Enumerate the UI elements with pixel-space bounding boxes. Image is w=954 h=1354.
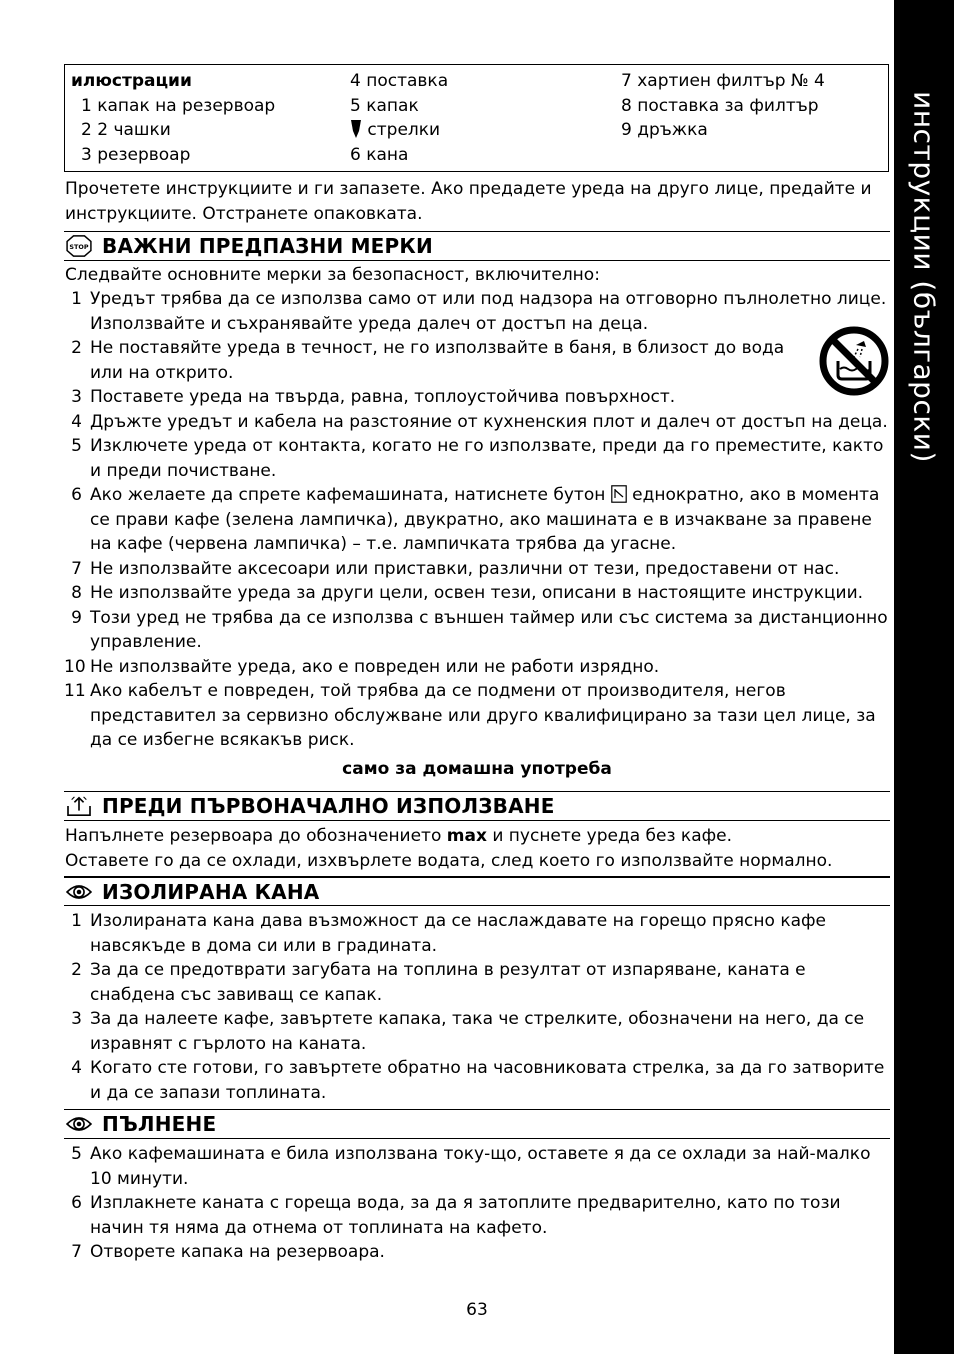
arrow-marker-icon	[350, 120, 362, 138]
section-carafe-title: ИЗОЛИРАНА КАНА	[102, 880, 320, 904]
eye-icon	[66, 881, 92, 903]
svg-text:STOP: STOP	[69, 243, 89, 252]
section-filling-header	[64, 1109, 890, 1139]
item-number: 6	[71, 485, 82, 505]
section-first-use-title: ПРЕДИ ПЪРВОНАЧАЛНО ИЗПОЛЗВАНЕ	[102, 794, 555, 818]
item-text: Не използвайте уреда, ако е повреден или не работи изрядно.	[90, 656, 660, 677]
first-use-text	[65, 824, 894, 873]
illustration-item: 7 хартиен филтър № 4	[621, 71, 825, 91]
item-text: Не използвайте аксесоари или приставки, различни от тези, предоставени от нас.	[90, 558, 840, 579]
item-text: Изолираната кана дава възможност да се наслаждавате на горещо прясно кафе навсякъде в дома си или в градината.	[90, 911, 826, 956]
item-number: 5	[71, 1144, 82, 1164]
item-text: Не използвайте уреда за други цели, освен тези, описани в настоящите инструкции.	[90, 583, 864, 603]
item-number: 7	[71, 558, 82, 579]
item-number: 4	[71, 411, 82, 432]
item-number: 10	[64, 656, 86, 677]
list-item	[64, 557, 890, 582]
item-number: 6	[71, 1193, 82, 1213]
item-text: Изключете уреда от контакта, когато не го използвате, преди да го преместите, както и преди почистване.	[90, 436, 884, 481]
illustration-item: 8 поставка за филтър	[621, 95, 819, 116]
illustrations-heading: илюстрации	[71, 71, 192, 91]
first-use-line-2: Оставете го да се охлади, изхвърлете водата, след което го използвайте нормално.	[65, 850, 833, 871]
item-number: 11	[64, 681, 86, 701]
max-label: max	[446, 826, 487, 846]
list-item	[64, 1142, 890, 1191]
list-item	[64, 287, 890, 336]
filling-list	[64, 1142, 890, 1265]
stop-button-icon	[611, 485, 627, 503]
list-item	[64, 606, 890, 655]
intro-paragraph: Прочетете инструкциите и ги запазете. Ако предадете уреда на друго лице, предайте и инструкциите. Отстранете опаковката.	[65, 179, 872, 224]
item-number: 1	[71, 911, 82, 931]
list-item	[64, 958, 890, 1007]
item-text: Когато сте готови, го завъртете обратно на часовниковата стрелка, за да го затворите и да се запази топлината.	[90, 1058, 885, 1103]
item-number: 3	[71, 1009, 82, 1029]
illustration-item-arrows	[350, 118, 448, 143]
sidebar-tab	[894, 0, 954, 1354]
sidebar-title: инструкции (български)	[907, 91, 941, 463]
item-number: 2	[71, 960, 82, 980]
illustrations-column-3	[621, 69, 825, 143]
illustration-item: 4 поставка	[350, 71, 449, 91]
item-text: Отворете капака на резервоара.	[90, 1242, 385, 1262]
item-number: 2	[71, 338, 82, 358]
illustrations-column-1	[71, 69, 275, 167]
illustration-item: 2 2 чашки	[81, 120, 171, 140]
first-use-text-a: Напълнете резервоара до обозначението	[65, 826, 442, 846]
household-use-note: само за домашна употреба	[342, 759, 612, 779]
item-text: Изплакнете каната с гореща вода, за да я затоплите предварително, като по този начин тя няма да отнема от топлината на кафето.	[90, 1193, 841, 1238]
first-use-icon	[66, 795, 92, 817]
list-item	[64, 581, 890, 606]
stop-icon	[66, 235, 92, 257]
first-use-text-c: и пуснете уреда без кафе.	[492, 826, 733, 846]
section-filling-title: ПЪЛНЕНЕ	[102, 1112, 217, 1136]
item-number: 8	[71, 583, 82, 603]
eye-icon	[66, 1113, 92, 1135]
list-item	[64, 909, 890, 958]
item-number: 4	[71, 1058, 82, 1078]
list-item	[64, 1191, 890, 1240]
list-item	[64, 1007, 890, 1056]
item-number: 1	[71, 289, 82, 309]
safety-lead: Следвайте основните мерки за безопасност, включително:	[65, 265, 600, 285]
list-item	[64, 655, 890, 680]
safety-list	[64, 287, 890, 753]
first-use-line-1	[65, 824, 894, 849]
item-text: Дръжте уредът и кабела на разстояние от кухненския плот и далеч от достъп на деца.	[90, 411, 888, 432]
section-first-use-header	[64, 791, 890, 821]
item-text: еднократно, ако в момента се прави кафе (зелена лампичка), двукратно, ако машината е в изчакване за правене на кафе (червена лампичка) – т.е. лампичката трябва да угасне.	[90, 485, 880, 554]
item-number: 9	[71, 607, 82, 628]
arrows-label: стрелки	[367, 120, 441, 140]
illustration-item: 6 кана	[350, 144, 409, 165]
page-number: 63	[466, 1300, 488, 1320]
list-item	[64, 434, 890, 483]
item-text: Поставете уреда на твърда, равна, топлоустойчива повърхност.	[90, 387, 676, 407]
illustration-item: 1 капак на резервоар	[81, 95, 276, 116]
list-item	[64, 679, 890, 753]
list-item	[64, 1240, 890, 1265]
list-item	[64, 1056, 890, 1105]
carafe-list	[64, 909, 890, 1105]
illustration-item: 5 капак	[350, 95, 419, 116]
illustrations-column-2	[350, 69, 448, 167]
item-number: 3	[71, 387, 82, 407]
section-carafe-header	[64, 876, 890, 906]
item-text: За да налеете кафе, завъртете капака, така че стрелките, обозначени на него, да се изравнят с гърлото на каната.	[90, 1009, 865, 1054]
illustrations-box	[64, 64, 889, 172]
item-text: Уредът трябва да се използва само от или под надзора на отговорно пълнолетно лице. Използвайте и съхранявайте уреда далеч от достъп на деца.	[90, 289, 887, 334]
list-item	[64, 483, 890, 557]
item-number: 5	[71, 436, 82, 456]
item-text: Ако кафемашината е била използвана току-що, оставете я да се охлади за най-малко 10 минути.	[90, 1144, 871, 1189]
illustration-item: 3 резервоар	[81, 144, 191, 165]
item-text: Ако желаете да спрете кафемашината, натиснете бутон	[90, 485, 606, 505]
item-text: Ако кабелът е повреден, той трябва да се подмени от производителя, негов представител за сервизно обслужване или друго квалифицирано за тази цел лице, за да се избегне всякакъв риск.	[90, 681, 876, 750]
section-safety-header	[64, 231, 890, 261]
item-text: Този уред не трябва да се използва с външен таймер или със система за дистанционно управление.	[90, 607, 888, 652]
item-number: 7	[71, 1242, 82, 1262]
illustration-item: 9 дръжка	[621, 120, 708, 140]
item-text: За да се предотврати загубата на топлина в резултат от изпаряване, каната е снабдена със завиващ се капак.	[90, 960, 806, 1005]
section-safety-title: ВАЖНИ ПРЕДПАЗНИ МЕРКИ	[102, 234, 433, 258]
list-item	[64, 410, 890, 435]
list-item	[64, 385, 890, 410]
list-item	[64, 336, 890, 385]
item-text: Не поставяйте уреда в течност, не го използвайте в баня, в близост до вода или на открито.	[90, 338, 785, 383]
